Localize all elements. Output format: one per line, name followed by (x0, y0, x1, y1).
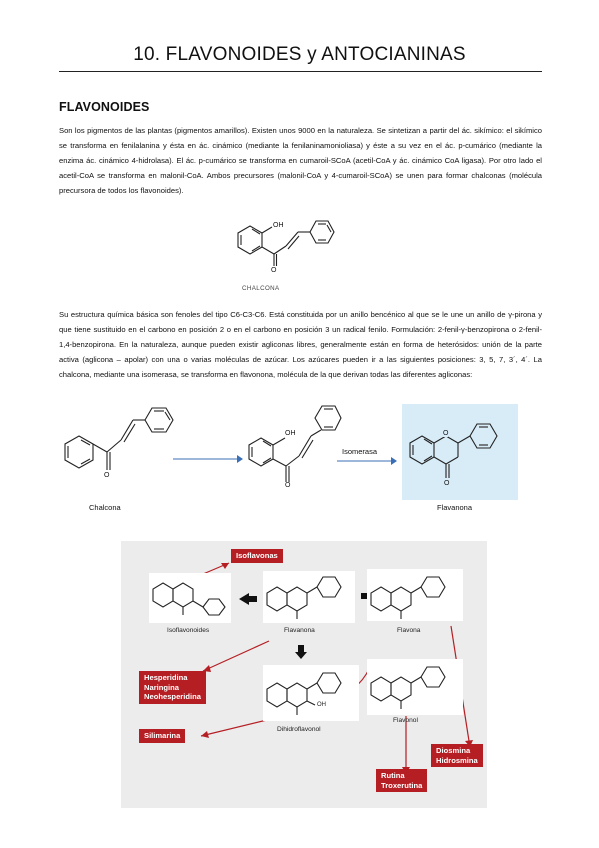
reaction-arrow-1 (173, 453, 243, 465)
flavanona-structure (402, 404, 518, 500)
hesperidina-text: Hesperidina (144, 673, 188, 682)
isoflavonoides-label: Isoflavonoides (167, 627, 210, 634)
isoflavonas-box (231, 549, 283, 563)
chalcone-o-label: O (271, 267, 277, 274)
flavanona-tile (263, 571, 355, 623)
pathway-panel (121, 541, 487, 808)
chalcone-caption: CHALCONA (242, 285, 280, 292)
chalcone-left-label: Chalcona (89, 503, 121, 512)
chalcone-figure (232, 208, 352, 300)
reaction-arrow-2 (337, 455, 397, 467)
hydroxychalcone-oh-label: OH (285, 430, 296, 437)
flavonol-structure (367, 659, 463, 715)
rutina-box (376, 769, 427, 792)
flavanona-keto-o-label: O (444, 480, 450, 487)
naringina-text: Naringina (144, 682, 180, 692)
page-title: 10. FLAVONOIDES y ANTOCIANINAS (133, 44, 466, 65)
hydroxychalcone-structure (241, 402, 351, 497)
title-underline (59, 71, 542, 72)
dihidroflavonol-tile (263, 665, 359, 721)
diosmina-text: Diosmina (436, 746, 471, 755)
flavanona-highlight-box (402, 404, 518, 500)
silimarina-text: Silimarina (144, 731, 181, 740)
flavanona-ring-o-label: O (443, 430, 449, 437)
section-heading: FLAVONOIDES (59, 100, 150, 114)
flavona-structure (367, 569, 463, 621)
isoflavonas-text: Isoflavonas (236, 551, 278, 560)
reaction-figure (59, 400, 542, 518)
dihidroflavonol-structure (263, 665, 359, 721)
silimarina-box (139, 729, 185, 743)
dihidroflavonol-label: Dihidroflavonol (277, 726, 321, 733)
paragraph-intro: Son los pigmentos de las plantas (pigmentos amarillos). Existen unos 9000 en la naturaleza. Se sintetizan a partir del ác. sikímico: el sikímico se transforma en fenilalanina y ésta en ác. cinámico (mediante la fenilaninamonioliasa) y éste a su vez en el ác. p-cumárico (mediante la enzima ác. cinámico 4-hidrolasa). El ác. p-cumárico se transforma en cumaroil-SCoA (acetil-CoA y ác. cinámico CoA ligasa). Por otro lado el acetil-CoA se transforma en malonil-CoA. Ambos precursores (malonil-CoA y 4-cumaroil-SCoA) se unen para formar chalconas (molécula precursora de todos los flavonoides). (59, 126, 542, 196)
chalcone-left-structure (59, 400, 179, 500)
flavanona-panel-structure (263, 571, 355, 623)
hidrosmina-text: Hidrosmina (436, 755, 478, 765)
isoflavonoides-tile (149, 573, 231, 623)
flavona-tile (367, 569, 463, 621)
flavona-label: Flavona (397, 627, 421, 634)
hesperidina-box (139, 671, 206, 704)
troxerutina-text: Troxerutina (381, 780, 423, 790)
hydroxychalcone-o-label: O (285, 482, 291, 489)
paragraph-structure: Su estructura química básica son fenoles del tipo C6-C3-C6. Está constituida por un anillo bencénico al que se le une un anillo de γ-pirona y que tiene sustituido en el carbono en posición 2 o en el carbono en posición 3 un radical fenilo. Formulación: 2-fenil-γ-benzopirona o 2-fenil-1,4-benzopirona. En la naturaleza, aunque pueden existir agliconas libres, generalmente están en forma de heterósidos: unión de la parte activa (aglicona – apolar) con una o varias moléculas de azúcar. Los azúcares pueden ir a las siguientes posiciones: 3, 5, 7, 3´, 4´. La chalcona, mediante una isomerasa, se transforma en flavonona, molécula de la que derivan todas las diferentes agliconas: (59, 310, 542, 380)
flavanona-panel-label: Flavanona (284, 627, 315, 634)
isoflavonoides-structure (149, 573, 231, 623)
flavanona-label: Flavanona (437, 503, 473, 512)
diosmina-box (431, 744, 483, 767)
dihidroflavonol-oh-label: OH (317, 702, 326, 708)
rutina-text: Rutina (381, 771, 405, 780)
neohesperidina-text: Neohesperidina (144, 692, 201, 702)
flavonol-label: Flavonol (393, 717, 418, 724)
isomerasa-label: Isomerasa (342, 447, 378, 456)
chalcone-left-o-label: O (104, 472, 110, 479)
flavonol-tile (367, 659, 463, 715)
chalcone-oh-label: OH (273, 222, 284, 229)
